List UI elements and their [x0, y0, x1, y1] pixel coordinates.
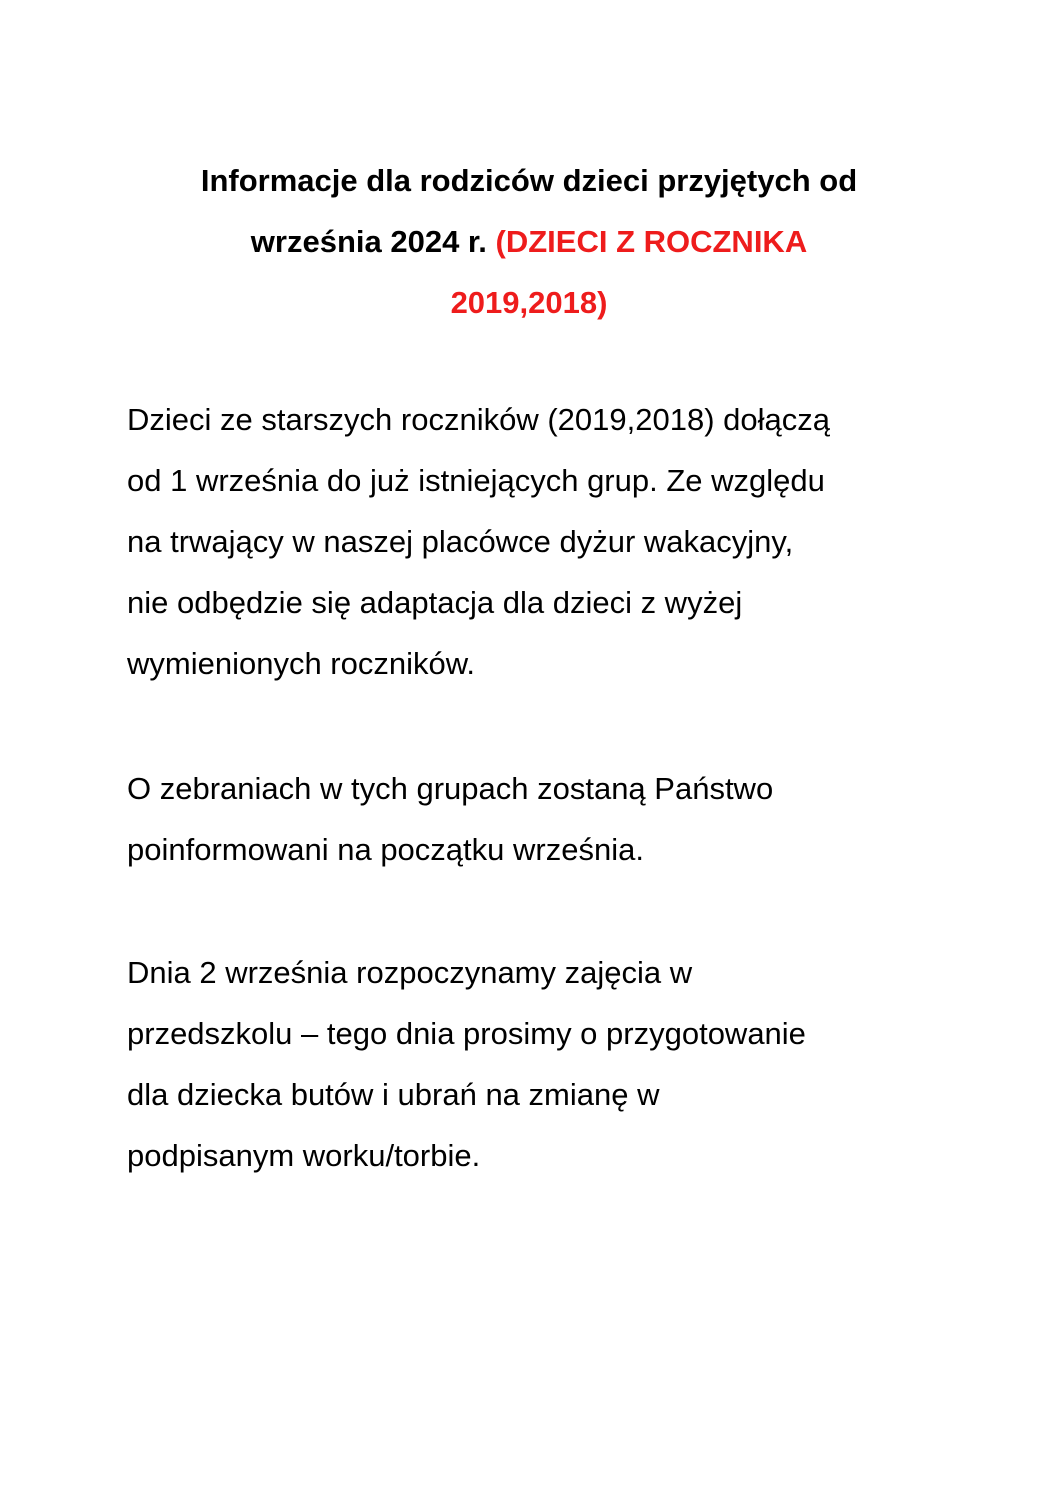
- paragraph-line: wymienionych roczników.: [127, 646, 476, 681]
- heading-line-1: Informacje dla rodziców dzieci przyjętych od: [200, 163, 858, 198]
- paragraph-line: podpisanym worku/torbie.: [127, 1138, 481, 1173]
- paragraph-adaptation: [127, 389, 987, 694]
- paragraph-line: od 1 września do już istniejących grup. Ze względu: [127, 463, 825, 498]
- heading-line-3: 2019,2018): [450, 285, 608, 320]
- paragraph-line: dla dziecka butów i ubrań na zmianę w: [127, 1077, 660, 1112]
- paragraph-start-date: [127, 942, 987, 1186]
- heading-date-text: września 2024 r.: [250, 224, 487, 259]
- paragraph-meetings: [127, 758, 987, 880]
- heading-line-2: [100, 211, 958, 272]
- paragraph-line: przedszkolu – tego dnia prosimy o przygotowanie: [127, 1016, 806, 1051]
- paragraph-line: Dnia 2 września rozpoczynamy zajęcia w: [127, 955, 693, 990]
- paragraph-line: nie odbędzie się adaptacja dla dzieci z wyżej: [127, 585, 743, 620]
- paragraph-line: O zebraniach w tych grupach zostaną Państwo: [127, 771, 774, 806]
- paragraph-line: Dzieci ze starszych roczników (2019,2018) dołączą: [127, 402, 830, 437]
- paragraph-line: na trwający w naszej placówce dyżur wakacyjny,: [127, 524, 794, 559]
- paragraph-line: poinformowani na początku września.: [127, 832, 644, 867]
- heading-highlight-text: (DZIECI Z ROCZNIKA: [495, 224, 808, 259]
- document-heading: [100, 150, 958, 333]
